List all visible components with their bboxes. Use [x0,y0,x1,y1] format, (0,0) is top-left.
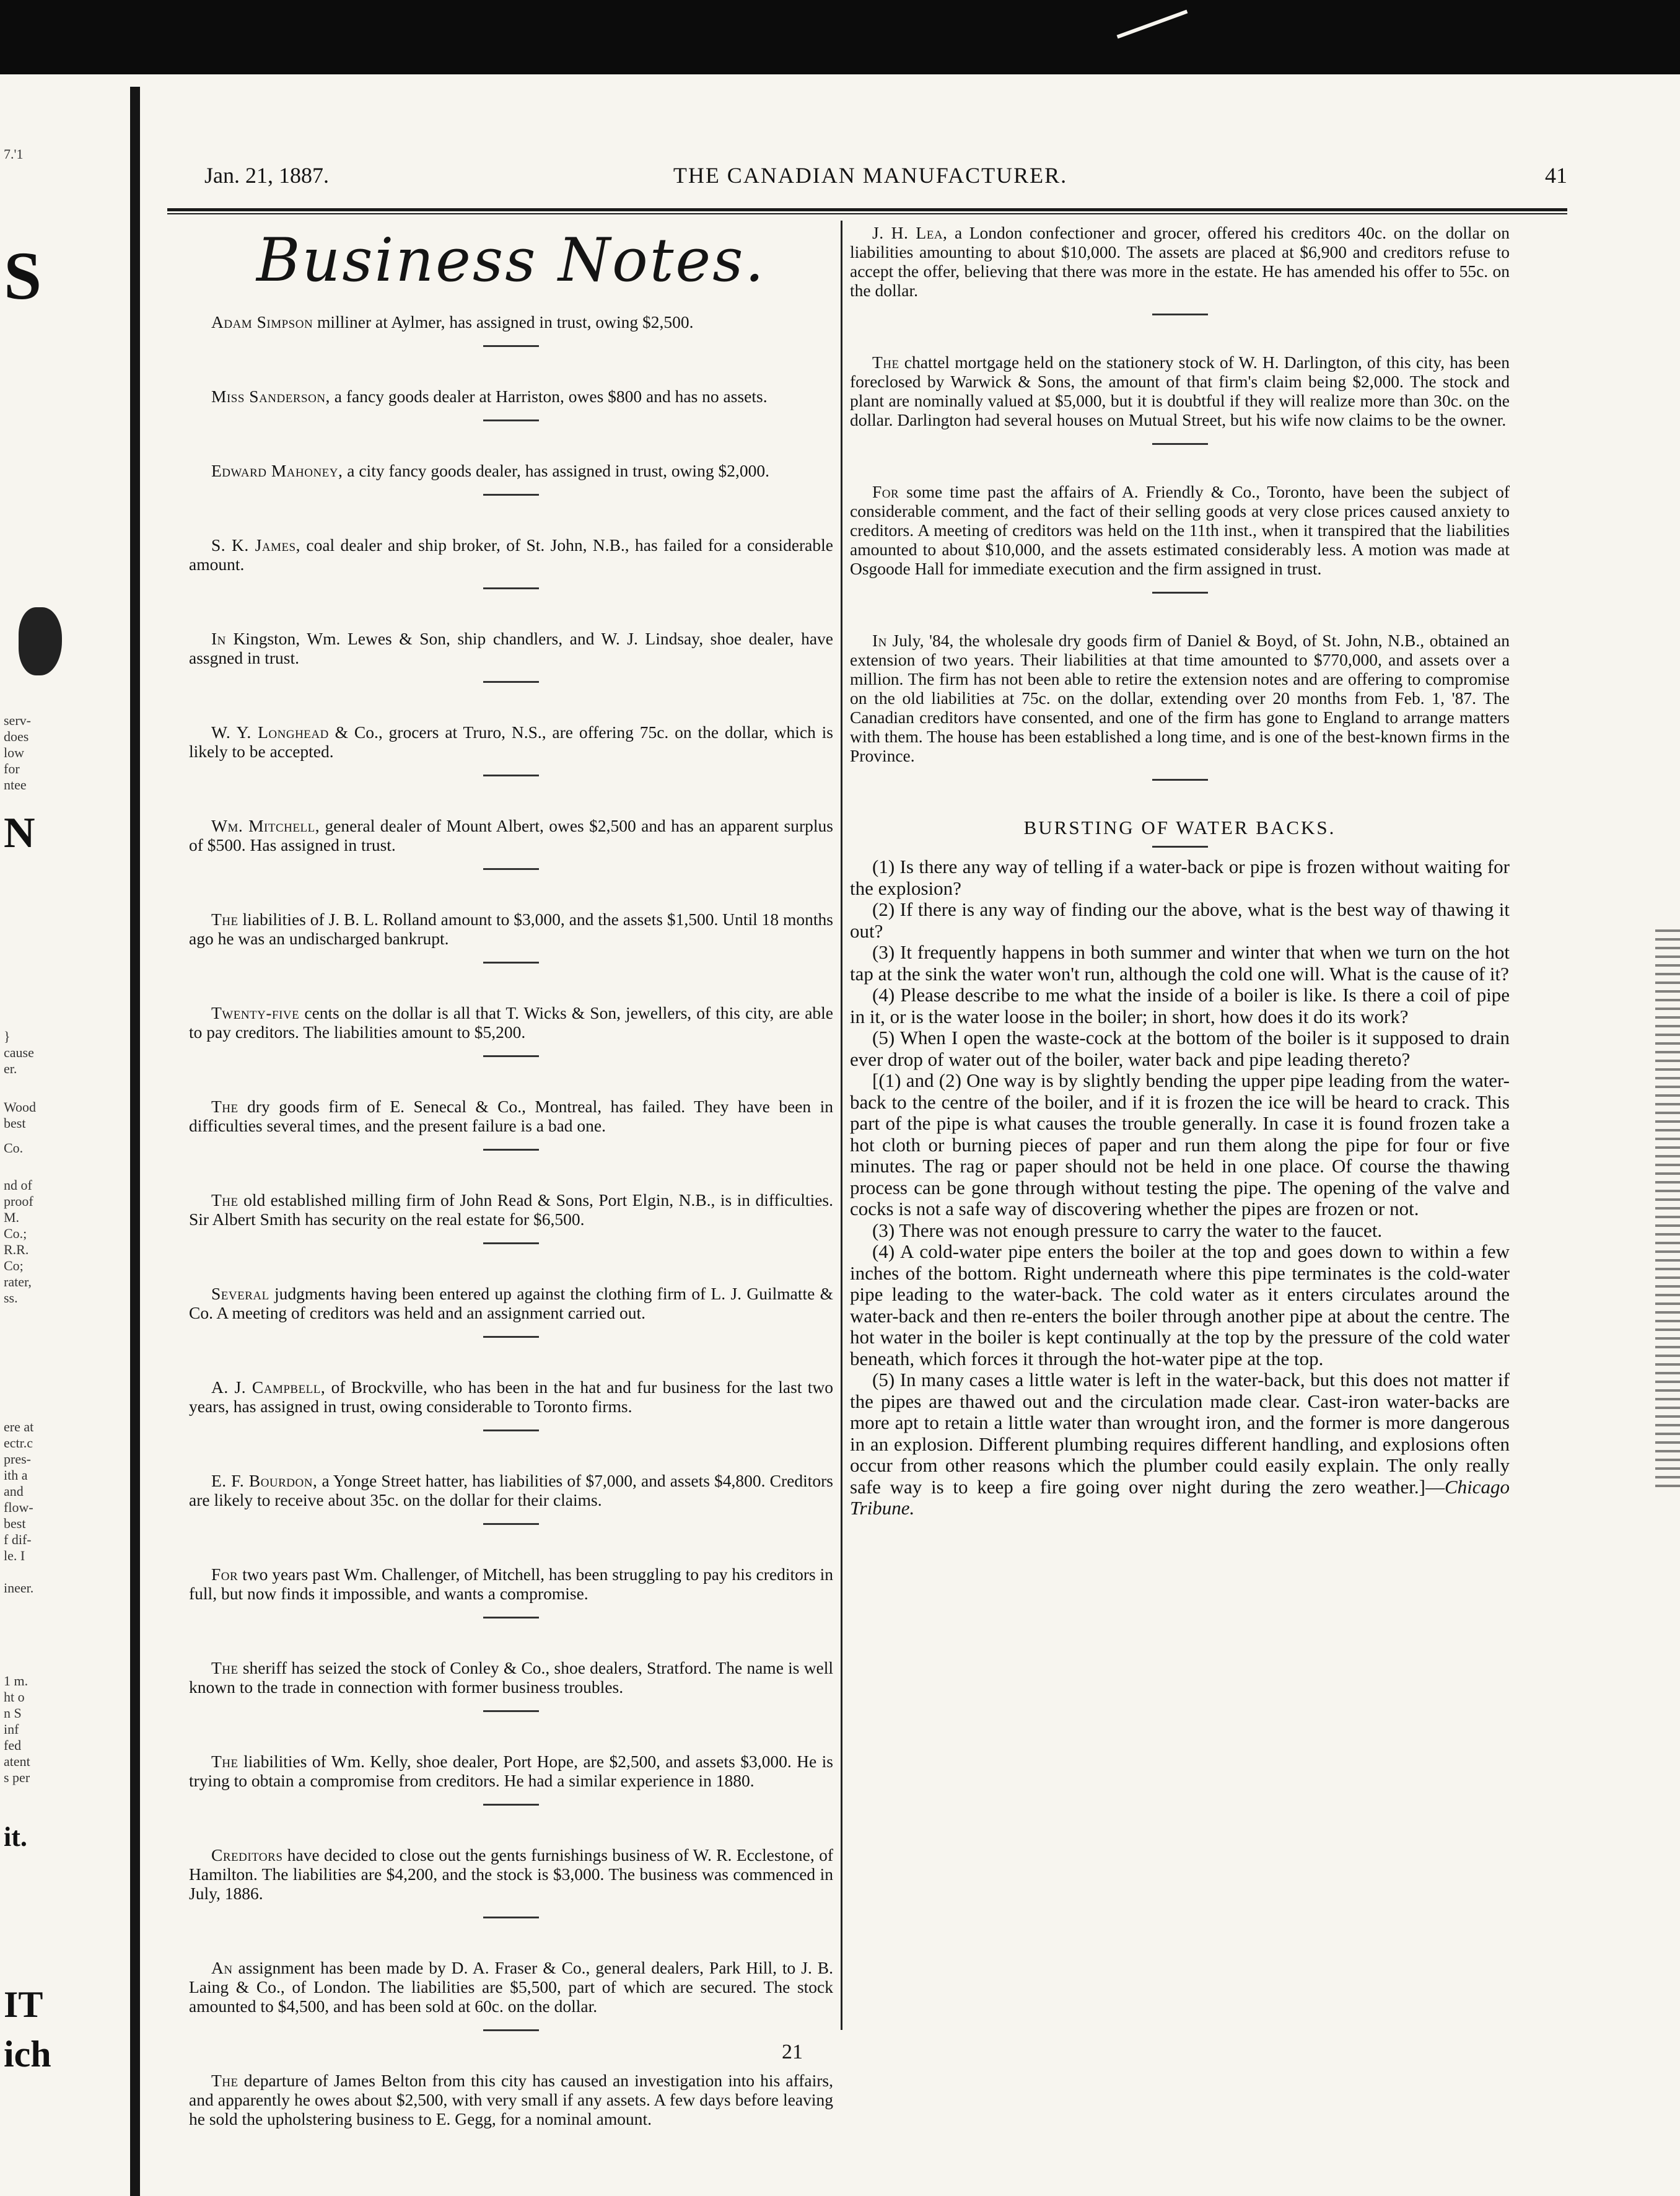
article-paragraph-text: [(1) and (2) One way is by slightly bending the upper pipe leading from the water-back to the centre of the boiler, and if it is frozen the ice will be heard to crack. This part of the pipe is what causes the trouble generally. In case it is found frozen take a hot cloth or burning pieces of paper and run them along the pipe for four or five minutes. The rag or paper should not be held in one place. Of course the thawing process can be gone through without testing the pipe. The opening of the valve and cocks is not a safe way of discovering whether the pipes are frozen or not. [850,1069,1510,1219]
note-lead: Edward Mahoney, [211,461,343,480]
note-text: July, '84, the wholesale dry goods firm of Daniel & Boyd, of St. John, N.B., obtained an extension of two years. Their liabilities at that time amounted to $770,000, and assets over a million. The firm has not been able to retire the extension notes and are offering to compromise on the old liabilities at 75c. on the dollar, extending over 20 months from Feb. 1, '87. The Canadian creditors have consented, and one of the firm has gone to England to arrange matters with them. The house has been established a long time, and is one of the best-known firms in the Province. [850,631,1510,765]
note-text: a city fancy goods dealer, has assigned in trust, owing $2,000. [343,461,769,480]
margin-fragment: inf [4,1721,19,1737]
margin-fragment: nd of [4,1177,32,1193]
note-lead: The [211,1658,238,1677]
note-text: some time past the affairs of A. Friendly & Co., Toronto, have been the subject of considerable comment, and the fact of their selling goods at very close prices caused anxiety to creditors. A meeting of creditors was held on the 11th inst., when it transpired that the liabilities amounted to about $10,000, and the assets estimated considerably less. A motion was made at Osgoode Hall for immediate execution and the firm assigned in trust. [850,482,1510,578]
margin-fragment: Co.; [4,1226,27,1241]
business-note [189,1284,833,1338]
note-lead: In [872,631,887,650]
note-text: Kingston, Wm. Lewes & Son, ship chandlers, and W. J. Lindsay, shoe dealer, have assgned in trust. [189,629,833,667]
article-paragraph-text: (2) If there is any way of finding our the above, what is the best way of thawing it out? [850,898,1510,942]
margin-fragment: and [4,1483,24,1499]
note-paragraph [189,387,833,406]
note-lead: Several [211,1284,269,1303]
scan-top-edge [0,0,1680,74]
margin-fragment: le. I [4,1548,25,1563]
note-text: sheriff has seized the stock of Conley & Co., shoe dealers, Stratford. The name is well known to the trade in connection with former business troubles. [189,1658,833,1697]
note-lead: The [211,2071,238,2090]
margin-fragment: pres- [4,1451,31,1467]
margin-fragment: fed [4,1737,22,1753]
margin-fragment: n S [4,1705,22,1721]
note-paragraph [189,816,833,854]
note-paragraph [189,1377,833,1416]
margin-fragment: proof [4,1193,33,1209]
note-text: of Brockville, who has been in the hat and fur business for the last two years, has assigned in trust, owing considerable to Toronto firms. [189,1377,834,1416]
margin-fragment: 7.'1 [4,146,24,162]
business-note [189,629,833,683]
business-note [189,1658,833,1712]
note-paragraph [189,535,833,574]
header-rule [167,208,1567,214]
running-header [167,162,1573,200]
note-paragraph [189,1471,833,1509]
business-note [850,631,1510,781]
note-text: liabilities of Wm. Kelly, shoe dealer, Port Hope, are $2,500, and assets $3,000. He is trying to obtain a compromise from creditors. He had a similar experience in 1880. [189,1752,833,1790]
business-note [189,1752,833,1806]
attribution-dash: — [1425,1475,1445,1498]
note-lead: S. K. James, [211,535,300,555]
note-paragraph [850,631,1510,765]
article-paragraph [850,942,1510,985]
margin-fragment: s per [4,1770,30,1785]
margin-fragment: best [4,1516,26,1531]
article-body [850,856,1510,1519]
margin-fragment: Co. [4,1140,24,1156]
section-title: Business Notes. [256,226,766,295]
note-paragraph [189,1752,833,1790]
business-note [189,1958,833,2031]
article-source: Chicago Tribune. [850,1475,1510,1519]
article-paragraph-text: (1) Is there any way of telling if a water-back or pipe is frozen without waiting for the explosion? [850,856,1510,899]
note-paragraph [189,629,833,667]
note-lead: The [872,353,899,372]
margin-fragment: atent [4,1754,30,1769]
note-lead: W. Y. Longhead [211,722,329,742]
note-text: dry goods firm of E. Senecal & Co., Montreal, has failed. They have been in difficulties several times, and the present failure is a bad one. [189,1097,833,1135]
margin-fragment: ich [4,2034,51,2075]
article-paragraph [850,899,1510,942]
note-text: have decided to close out the gents furnishings business of W. R. Ecclestone, of Hamilton. The liabilities are $4,200, and the stock is $3,000. The business was commenced in July, 1886. [189,1845,833,1903]
business-note [189,2071,833,2128]
business-note [189,1377,833,1431]
margin-fragment: M. [4,1210,20,1225]
note-text: chattel mortgage held on the stationery stock of W. H. Darlington, of this city, has been foreclosed by Warwick & Sons, the amount of that firm's claim being $2,000. The stock and plant are nominally valued at $5,000, but it is doubtful if they will realize more than 30c. on the dollar. Darlington had several houses on Mutual Street, but his wife now claims to be the owner. [850,353,1510,429]
business-note [189,1097,833,1151]
business-note [189,535,833,589]
note-paragraph [189,1658,833,1697]
note-paragraph [189,1958,833,2016]
note-text: milliner at Aylmer, has assigned in trust, owing $2,500. [313,312,694,332]
business-note [189,722,833,776]
margin-fragment: IT [4,1984,43,2025]
article-paragraph-text: (4) A cold-water pipe enters the boiler at the top and goes down to within a few inches of the bottom. Right underneath where this pipe terminates is the cold-water pipe leading to the water-back. The cold water as it enters circulates around the water-back and then re-enters the boiler through another pipe at about the centre. The hot water in the boiler is kept continually at the top by the pressure of the cold water beneath, which forces it through the hot-water pipe at the top. [850,1241,1510,1369]
note-paragraph [850,482,1510,578]
article-paragraph [850,856,1510,899]
article-paragraph [850,1070,1510,1220]
note-paragraph [189,1845,833,1903]
note-paragraph [189,910,833,948]
note-paragraph [189,1565,833,1603]
article-heading: BURSTING OF WATER BACKS. [850,818,1510,848]
margin-fragment: ere at [4,1419,34,1434]
note-lead: E. F. Bourdon, [211,1471,318,1490]
margin-fragment: cause [4,1045,34,1060]
note-text: judgments having been entered up against the clothing firm of L. J. Guilmatte & Co. A meeting of creditors was held and an assignment carried out. [189,1284,833,1322]
article-paragraph [850,1220,1510,1242]
margin-fragment: Wood [4,1099,37,1115]
business-note [189,461,833,496]
note-lead: Creditors [211,1845,283,1864]
scan-right-edge [1655,929,1680,1487]
margin-fragment: er. [4,1061,17,1076]
margin-fragment: f dif- [4,1532,32,1547]
note-text: assignment has been made by D. A. Fraser & Co., general dealers, Park Hill, to J. B. Laing & Co., of London. The liabilities are $5,500, part of which are secured. The stock amounted to $4,500, and has been sold at 60c. on the dollar. [189,1958,833,2016]
note-lead: The [211,1752,238,1771]
business-note [850,353,1510,445]
note-paragraph [189,461,833,480]
article-paragraph-text: (3) It frequently happens in both summer and winter that when we turn on the hot tap at the sink the water won't run, although the cold one will. What is the cause of it? [850,941,1510,985]
note-text: liabilities of J. B. L. Rolland amount to $3,000, and the assets $1,500. Until 18 months ago he was an undischarged bankrupt. [189,910,833,948]
right-column [850,223,1510,1519]
margin-fragment: serv- [4,713,31,728]
note-lead: The [211,1190,238,1210]
article-paragraph-text: (5) When I open the waste-cock at the bottom of the boiler is it supposed to drain ever drop of water out of the boiler, water back and pipe leading thereto? [850,1027,1510,1070]
business-note [850,223,1510,315]
note-text: a fancy goods dealer at Harriston, owes $800 and has no assets. [330,387,768,406]
note-text: a London confectioner and grocer, offered his creditors 40c. on the dollar on liabilities amounting to about $10,000. The assets are placed at $6,900 and creditors refuse to accept the offer, believing that there was more in the estate. He has amended his offer to 55c. on the dollar. [850,223,1510,300]
note-lead: A. J. Campbell, [211,1377,326,1397]
note-lead: Twenty-five [211,1003,300,1022]
note-lead: The [211,1097,238,1116]
adjacent-page-margin [0,87,140,2196]
note-paragraph [189,722,833,761]
margin-fragment: S [4,238,42,314]
article-paragraph-text: (4) Please describe to me what the inside of a boiler is like. Is there a coil of pipe in it, or is the water loose in the boiler; in short, how does it do its work? [850,984,1510,1027]
left-column [189,223,833,2168]
note-paragraph [189,1284,833,1322]
note-text: a Yonge Street hatter, has liabilities of $7,000, and assets $4,800. Creditors are likely to receive about 35c. on the dollar for their claims. [189,1471,834,1509]
article-paragraph-text: (3) There was not enough pressure to carry the water to the faucet. [872,1219,1383,1241]
note-text: general dealer of Mount Albert, owes $2,500 and has an apparent surplus of $500. Has assigned in trust. [189,816,833,854]
business-note [189,1471,833,1525]
note-lead: In [211,629,226,648]
margin-fragment: N [4,809,35,857]
margin-fragment: R.R. [4,1242,29,1257]
business-note [189,910,833,964]
note-text: & Co., grocers at Truro, N.S., are offering 75c. on the dollar, which is likely to be accepted. [189,722,833,761]
business-note [189,1845,833,1918]
article-paragraph [850,1369,1510,1519]
article-paragraph [850,985,1510,1027]
note-paragraph [189,312,833,332]
margin-fragment: } [4,1029,11,1044]
note-paragraph [189,1097,833,1135]
note-lead: Wm. Mitchell, [211,816,320,835]
note-lead: For [872,482,899,501]
business-note [189,1003,833,1057]
page-number: 41 [1545,163,1567,188]
margin-fragment: does [4,729,29,744]
margin-fragment: low [4,745,24,760]
margin-fragment: ith a [4,1467,28,1483]
note-text: two years past Wm. Challenger, of Mitchell, has been struggling to pay his creditors in full, but now finds it impossible, and wants a compromise. [189,1565,833,1603]
note-lead: J. H. Lea, [872,223,948,242]
margin-fragment: ectr.c [4,1435,33,1451]
article-paragraph-text: (5) In many cases a little water is left in the water-back, but this does not matter if the pipes are thawed out and the circulation made clear. Cast-iron water-backs are more apt to retain a little water than wrought iron, and the former is more dangerous in an explosion. Different plumbing requires different handling, and explosions often occur from other reasons which the plumber could easily explain. The only really safe way is to keep a fire going over night during the zero weather.] [850,1369,1510,1498]
note-lead: For [211,1565,238,1584]
folio-number: 21 [782,2040,803,2063]
margin-fragment: ntee [4,777,27,793]
margin-fragment: ht o [4,1689,25,1705]
business-note [850,482,1510,594]
margin-fragment: rater, [4,1274,32,1289]
margin-fragment: 1 m. [4,1673,28,1689]
note-paragraph [189,2071,833,2128]
scan-mark [1117,10,1188,39]
article-paragraph [850,1241,1510,1369]
note-lead: Miss Sanderson, [211,387,330,406]
note-text: departure of James Belton from this city has caused an investigation into his affairs, and apparently he owes about $2,500, with very small if any assets. A few days before leaving he sold the upholstering business to E. Gegg, for a nominal amount. [189,2071,833,2128]
note-lead: An [211,1958,233,1977]
note-text: old established milling firm of John Read & Sons, Port Elgin, N.B., is in difficulties. Sir Albert Smith has security on the real estate for $6,500. [189,1190,833,1229]
margin-fragment: ineer. [4,1580,34,1596]
margin-fragment: Co; [4,1258,24,1273]
note-text: coal dealer and ship broker, of St. John, N.B., has failed for a considerable amount. [189,535,833,574]
issue-date: Jan. 21, 1887. [204,163,329,188]
margin-fragment: ss. [4,1290,18,1306]
margin-fragment: flow- [4,1500,33,1515]
business-note [189,387,833,421]
business-note [189,1565,833,1618]
business-note [189,816,833,870]
column-divider [841,221,842,2030]
note-lead: Adam Simpson [211,312,313,332]
note-lead: The [211,910,238,929]
business-note [189,312,833,347]
margin-fragment: best [4,1115,26,1131]
margin-ornament [19,607,62,675]
business-note [189,1190,833,1244]
publication-title: THE CANADIAN MANUFACTURER. [673,163,1068,188]
note-paragraph [189,1003,833,1042]
margin-fragment: for [4,761,20,776]
note-text: cents on the dollar is all that T. Wicks & Son, jewellers, of this city, are able to pay creditors. The liabilities amount to $5,200. [189,1003,833,1042]
article-paragraph [850,1027,1510,1070]
note-paragraph [850,223,1510,300]
margin-fragment: it. [4,1822,27,1852]
note-paragraph [850,353,1510,429]
note-paragraph [189,1190,833,1229]
